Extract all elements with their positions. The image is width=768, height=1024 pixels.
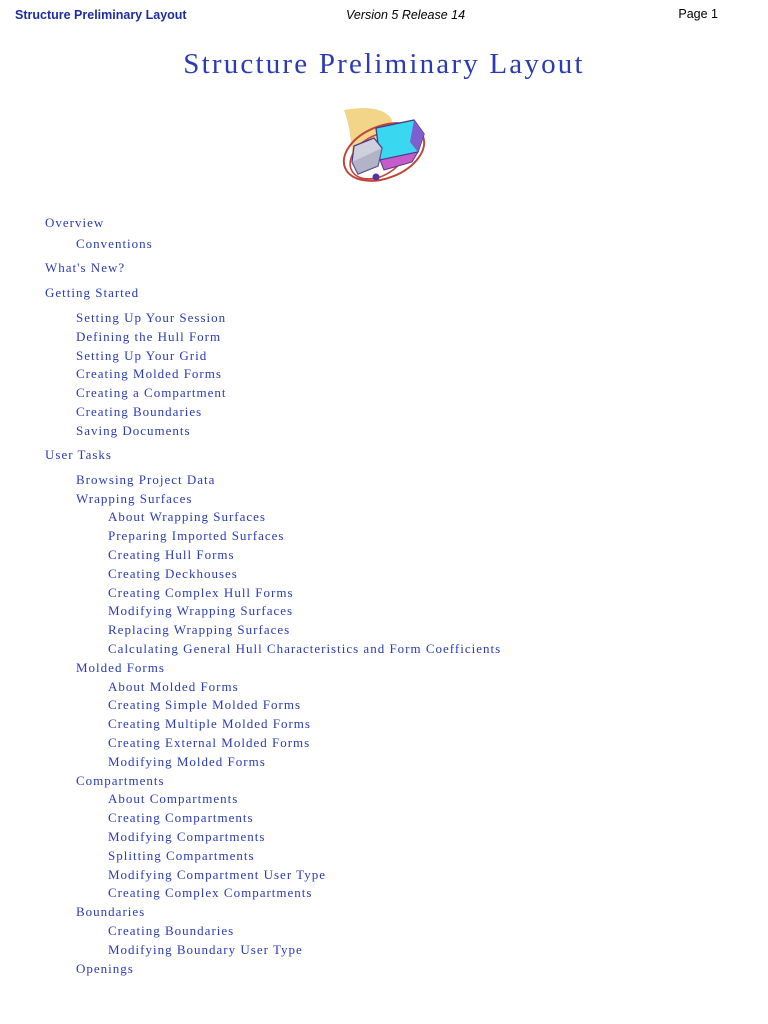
toc-link-level-3[interactable]: Preparing Imported Surfaces <box>108 528 285 544</box>
toc-link-level-3[interactable]: Creating Complex Hull Forms <box>108 584 294 600</box>
toc-link-level-2[interactable]: Setting Up Your Session <box>76 310 227 325</box>
running-header-title: Structure Preliminary Layout <box>15 8 187 22</box>
ship-hull-icon <box>338 104 430 196</box>
toc-link-level-3[interactable]: Creating External Molded Forms <box>108 734 311 750</box>
toc-link-level-3[interactable]: Creating Boundaries <box>108 922 235 938</box>
toc-link-level-3[interactable]: Creating Simple Molded Forms <box>108 697 302 713</box>
toc-link-level-3[interactable]: Calculating General Hull Characteristics and Form Coefficients <box>108 640 502 656</box>
toc-link-level-3[interactable]: Replacing Wrapping Surfaces <box>108 622 291 638</box>
toc-link-level-3[interactable]: About Wrapping Surfaces <box>108 509 266 525</box>
toc-link-level-2[interactable]: Compartments <box>76 772 165 788</box>
table-of-contents <box>0 214 768 978</box>
toc-link-level-3[interactable]: About Compartments <box>108 791 239 807</box>
toc-link-level-3[interactable]: Creating Multiple Molded Forms <box>108 716 311 732</box>
running-header-version: Version 5 Release 14 <box>346 8 466 22</box>
toc-link-level-1[interactable]: User Tasks <box>45 446 112 462</box>
toc-link-level-2[interactable]: Conventions <box>76 236 153 251</box>
toc-link-level-2[interactable]: Wrapping Surfaces <box>76 490 193 506</box>
toc-link-level-2[interactable]: Browsing Project Data <box>76 471 216 487</box>
toc-link-level-3[interactable]: Modifying Compartments <box>108 828 266 844</box>
toc-link-level-2[interactable]: Creating Boundaries <box>76 403 203 419</box>
toc-link-level-1[interactable]: What's New? <box>45 260 126 275</box>
toc-link-level-2[interactable]: Setting Up Your Grid <box>76 347 208 363</box>
toc-link-level-3[interactable]: Creating Hull Forms <box>108 546 235 562</box>
toc-link-level-1[interactable]: Getting Started <box>45 285 140 300</box>
toc-link-level-3[interactable]: Splitting Compartments <box>108 847 255 863</box>
toc-link-level-3[interactable]: Modifying Boundary User Type <box>108 941 303 957</box>
toc-link-level-3[interactable]: Modifying Compartment User Type <box>108 866 326 882</box>
toc-link-level-2[interactable]: Creating a Compartment <box>76 385 227 401</box>
toc-link-level-3[interactable]: Modifying Molded Forms <box>108 753 266 769</box>
toc-link-level-2[interactable]: Creating Molded Forms <box>76 366 222 382</box>
toc-link-level-2[interactable]: Saving Documents <box>76 422 191 438</box>
toc-link-level-1[interactable]: Overview <box>45 215 105 230</box>
toc-link-level-3[interactable]: Creating Complex Compartments <box>108 885 313 901</box>
toc-link-level-2[interactable]: Boundaries <box>76 904 146 920</box>
toc-link-level-3[interactable]: Creating Compartments <box>108 810 254 826</box>
toc-link-level-2[interactable]: Defining the Hull Form <box>76 328 222 344</box>
toc-link-level-3[interactable]: Modifying Wrapping Surfaces <box>108 603 294 619</box>
toc-link-level-3[interactable]: About Molded Forms <box>108 678 239 694</box>
page-number: Page 1 <box>678 7 718 21</box>
toc-link-level-3[interactable]: Creating Deckhouses <box>108 565 238 581</box>
toc-link-level-2[interactable]: Openings <box>76 960 134 976</box>
document-title: Structure Preliminary Layout <box>183 48 585 80</box>
toc-link-level-2[interactable]: Molded Forms <box>76 659 165 675</box>
